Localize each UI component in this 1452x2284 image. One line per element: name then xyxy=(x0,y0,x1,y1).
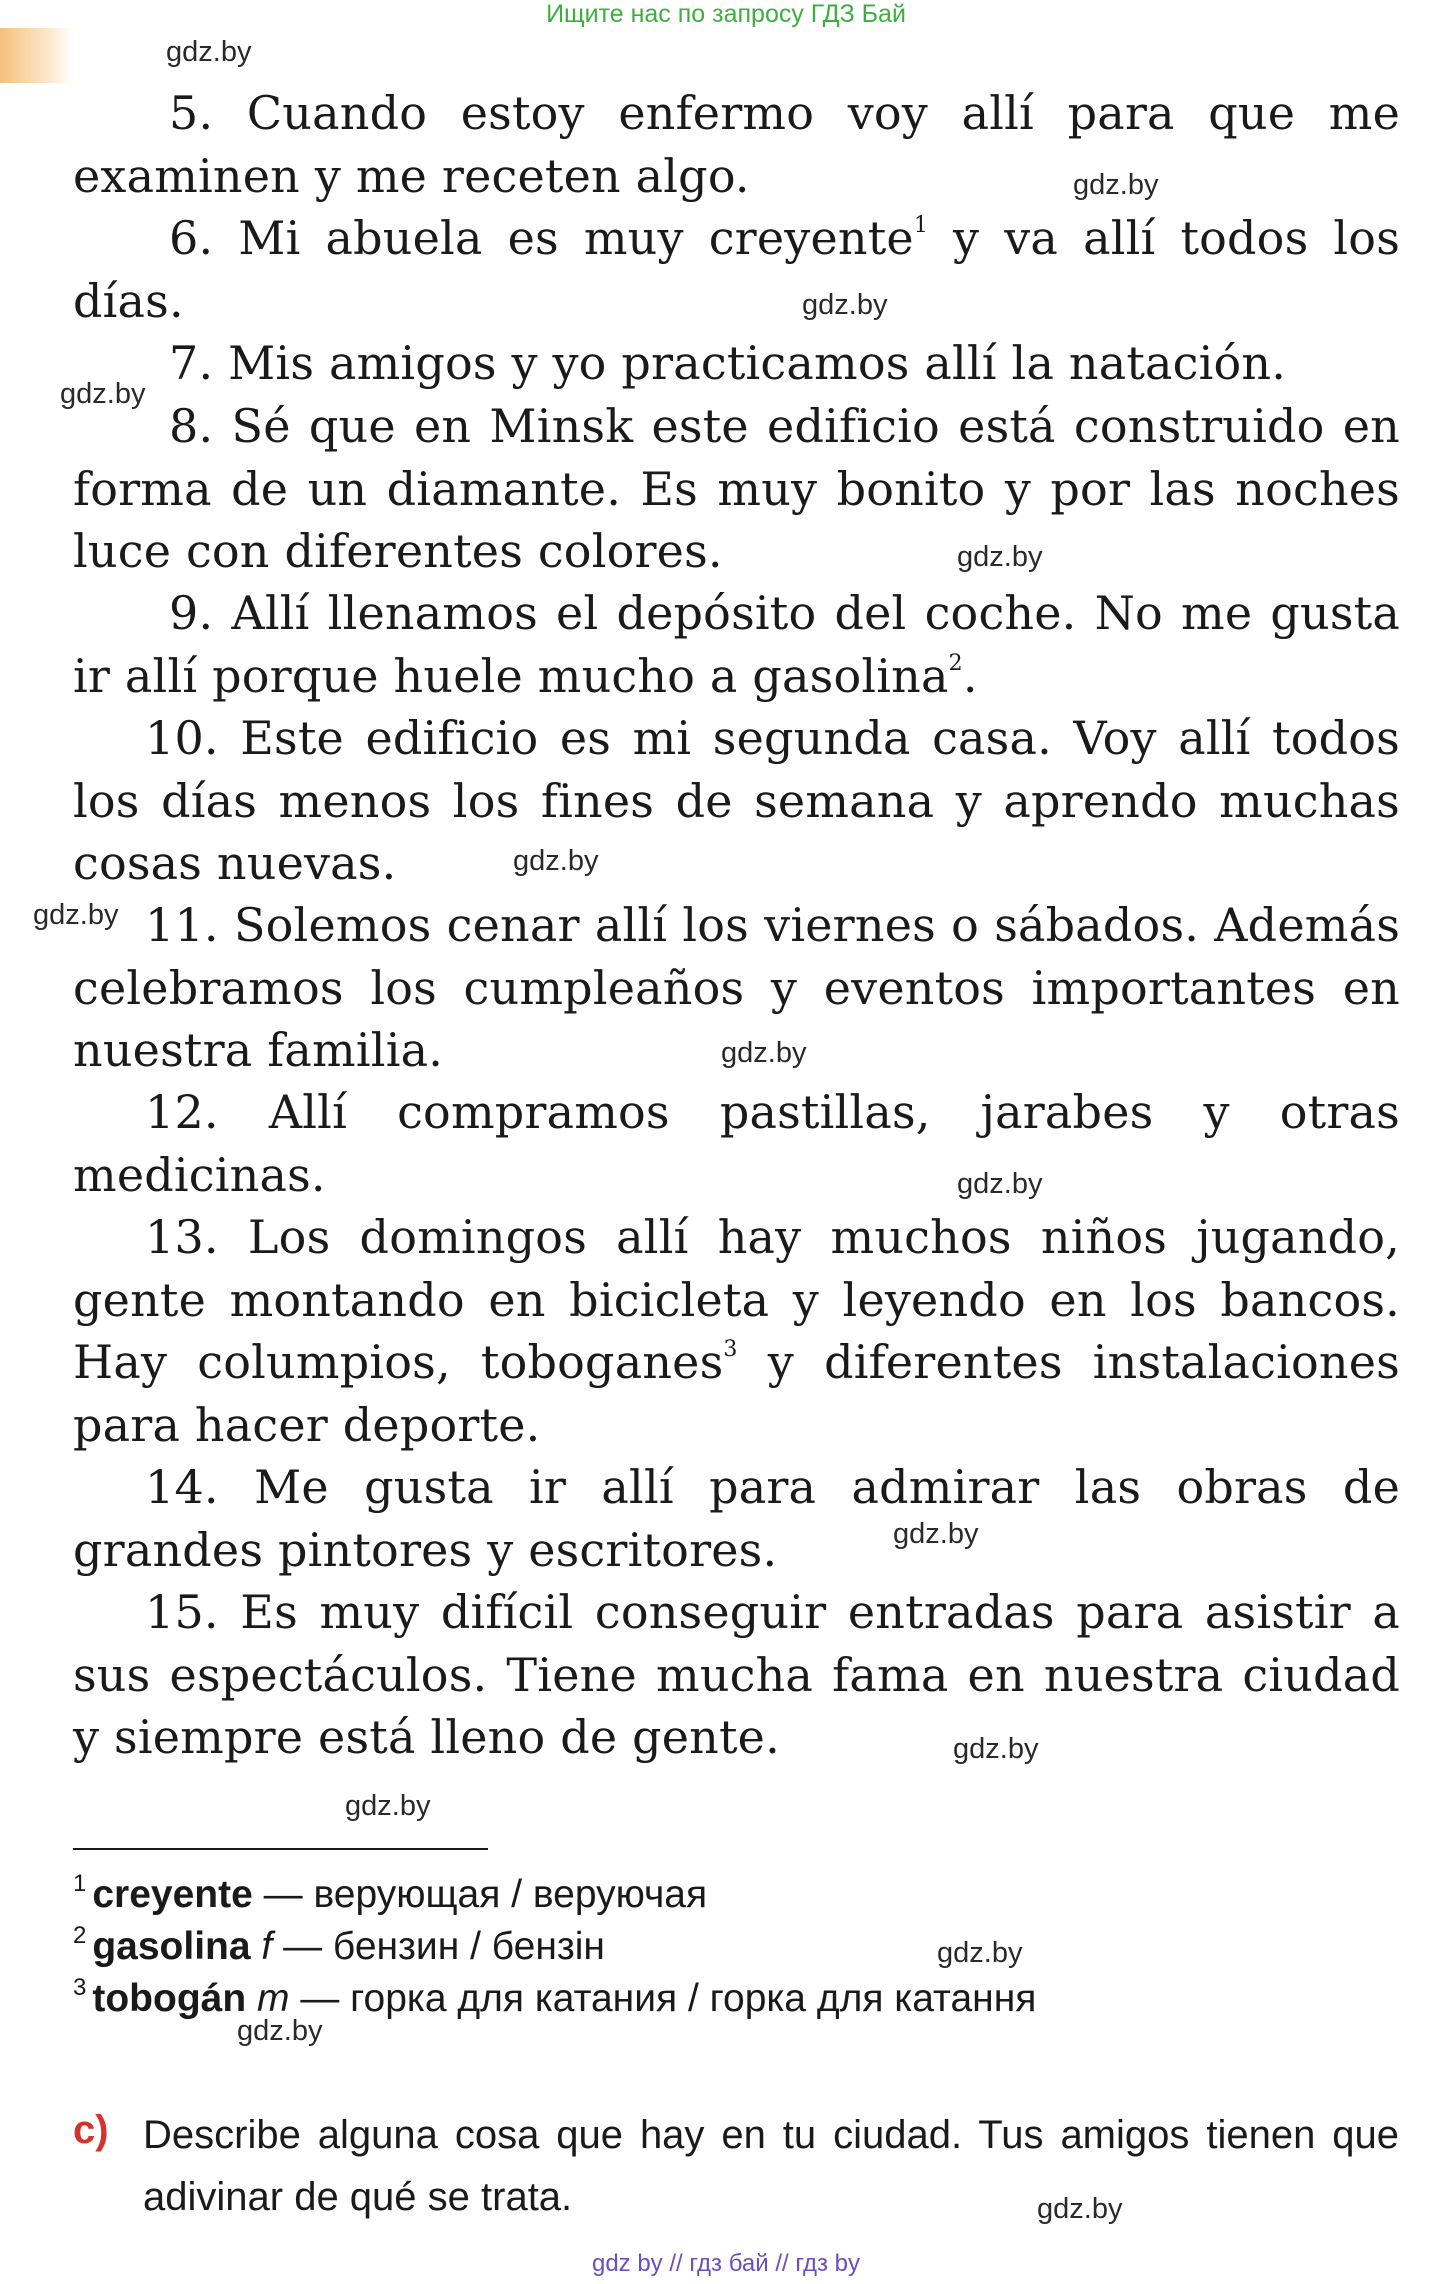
footnote-term: tobogán xyxy=(92,1977,247,2020)
item-text: Los domingos allí hay muchos niños jugando, gente montando en bicicleta y leyendo en los bancos. Hay columpios, toboganes xyxy=(73,1210,1400,1389)
item-text: Allí llenamos el depósito del coche. No me gusta ir allí porque huele mucho a gasolina xyxy=(73,586,1400,703)
item-number: 11. xyxy=(145,898,219,952)
watermark: gdz.by xyxy=(1073,169,1159,201)
sentence-13 xyxy=(73,1206,1400,1456)
footnote-mark: 3 xyxy=(73,1974,87,2001)
watermark: gdz.by xyxy=(893,1518,979,1550)
watermark: gdz.by xyxy=(937,1937,1023,1969)
top-banner: Ищите нас по запросу ГДЗ Бай xyxy=(546,0,906,28)
item-text: Este edificio es mi segunda casa. Voy allí todos los días menos los fines de semana y aprendo muchas cosas nuevas. xyxy=(73,711,1400,890)
sentence-9 xyxy=(73,582,1400,707)
footnote-translation: — горка для катания / горка для катання xyxy=(289,1977,1037,2020)
sentence-5 xyxy=(73,82,1400,207)
item-text: Allí compramos pastillas, jarabes y otras medicinas. xyxy=(73,1085,1400,1202)
item-number: 14. xyxy=(145,1460,219,1514)
item-text: Sé que en Minsk este edificio está construido en forma de un diamante. Es muy bonito y por las noches luce con diferentes colores. xyxy=(73,399,1400,578)
watermark: gdz.by xyxy=(721,1037,807,1069)
watermark: gdz.by xyxy=(60,378,146,410)
footnote-gender: m xyxy=(246,1977,290,2020)
footnote-term: gasolina xyxy=(92,1925,251,1968)
item-text: Mi abuela es muy creyente xyxy=(213,211,914,265)
footnote-gender: f xyxy=(250,1925,273,1968)
footnote-divider xyxy=(73,1848,488,1850)
item-text: y va allí todos los días. xyxy=(73,211,1401,328)
sentence-7 xyxy=(73,332,1400,395)
sentence-12 xyxy=(73,1081,1400,1206)
sentence-6 xyxy=(73,207,1400,332)
watermark: gdz.by xyxy=(166,36,252,68)
task-letter: c) xyxy=(73,2108,109,2152)
page-tab-accent xyxy=(0,28,72,83)
item-number: 9. xyxy=(169,586,214,640)
item-number: 10. xyxy=(145,711,219,765)
watermark: gdz.by xyxy=(237,2015,323,2047)
watermark: gdz.by xyxy=(957,1168,1043,1200)
watermark: gdz.by xyxy=(953,1733,1039,1765)
watermark: gdz.by xyxy=(802,289,888,321)
watermark: gdz.by xyxy=(33,899,119,931)
item-text: . xyxy=(962,648,978,703)
sentence-14 xyxy=(73,1456,1400,1581)
item-number: 7. xyxy=(169,336,214,390)
footnote-3 xyxy=(73,1962,1036,2025)
item-number: 12. xyxy=(145,1085,219,1139)
sentence-15 xyxy=(73,1581,1400,1769)
item-text: Solemos cenar allí los viernes o sábados. Además celebramos los cumpleaños y eventos importantes en nuestra familia. xyxy=(73,898,1400,1077)
watermark: gdz.by xyxy=(513,845,599,877)
footnote-ref: 1 xyxy=(913,213,929,238)
item-text: Me gusta ir allí para admirar las obras de grandes pintores y escritores. xyxy=(73,1460,1400,1577)
footnote-mark: 2 xyxy=(73,1922,87,1949)
item-number: 8. xyxy=(169,399,214,453)
watermark: gdz.by xyxy=(345,1790,431,1822)
footnote-term: creyente xyxy=(92,1873,253,1916)
sentence-11 xyxy=(73,894,1400,1082)
footnote-translation: — верующая / веруючая xyxy=(252,1873,708,1916)
footnote-translation: — бензин / бензін xyxy=(272,1925,605,1968)
footnote-mark: 1 xyxy=(73,1870,87,1897)
sentence-8 xyxy=(73,395,1400,583)
item-text: y diferentes instalaciones para hacer deporte. xyxy=(73,1335,1400,1452)
item-number: 13. xyxy=(145,1210,219,1264)
item-number: 15. xyxy=(145,1585,219,1639)
item-number: 5. xyxy=(169,86,214,140)
footnote-ref: 2 xyxy=(948,650,963,676)
bottom-banner: gdz by // гдз бай // гдз by xyxy=(591,2250,861,2277)
item-text: Cuando estoy enfermo voy allí para que me examinen y me receten algo. xyxy=(73,86,1400,203)
sentence-10 xyxy=(73,707,1400,895)
item-number: 6. xyxy=(169,211,214,265)
item-text: Es muy difícil conseguir entradas para asistir a sus espectáculos. Tiene mucha fama en nuestra ciudad y siempre está lleno de gente. xyxy=(73,1585,1400,1764)
watermark: gdz.by xyxy=(1037,2193,1123,2225)
watermark: gdz.by xyxy=(957,541,1043,573)
footnote-ref: 3 xyxy=(723,1337,738,1362)
task-text: Describe alguna cosa que hay en tu ciudad. Tus amigos tienen que adivinar de qué se trata. xyxy=(143,2113,1399,2219)
item-text: Mis amigos y yo practicamos allí la natación. xyxy=(213,336,1287,390)
